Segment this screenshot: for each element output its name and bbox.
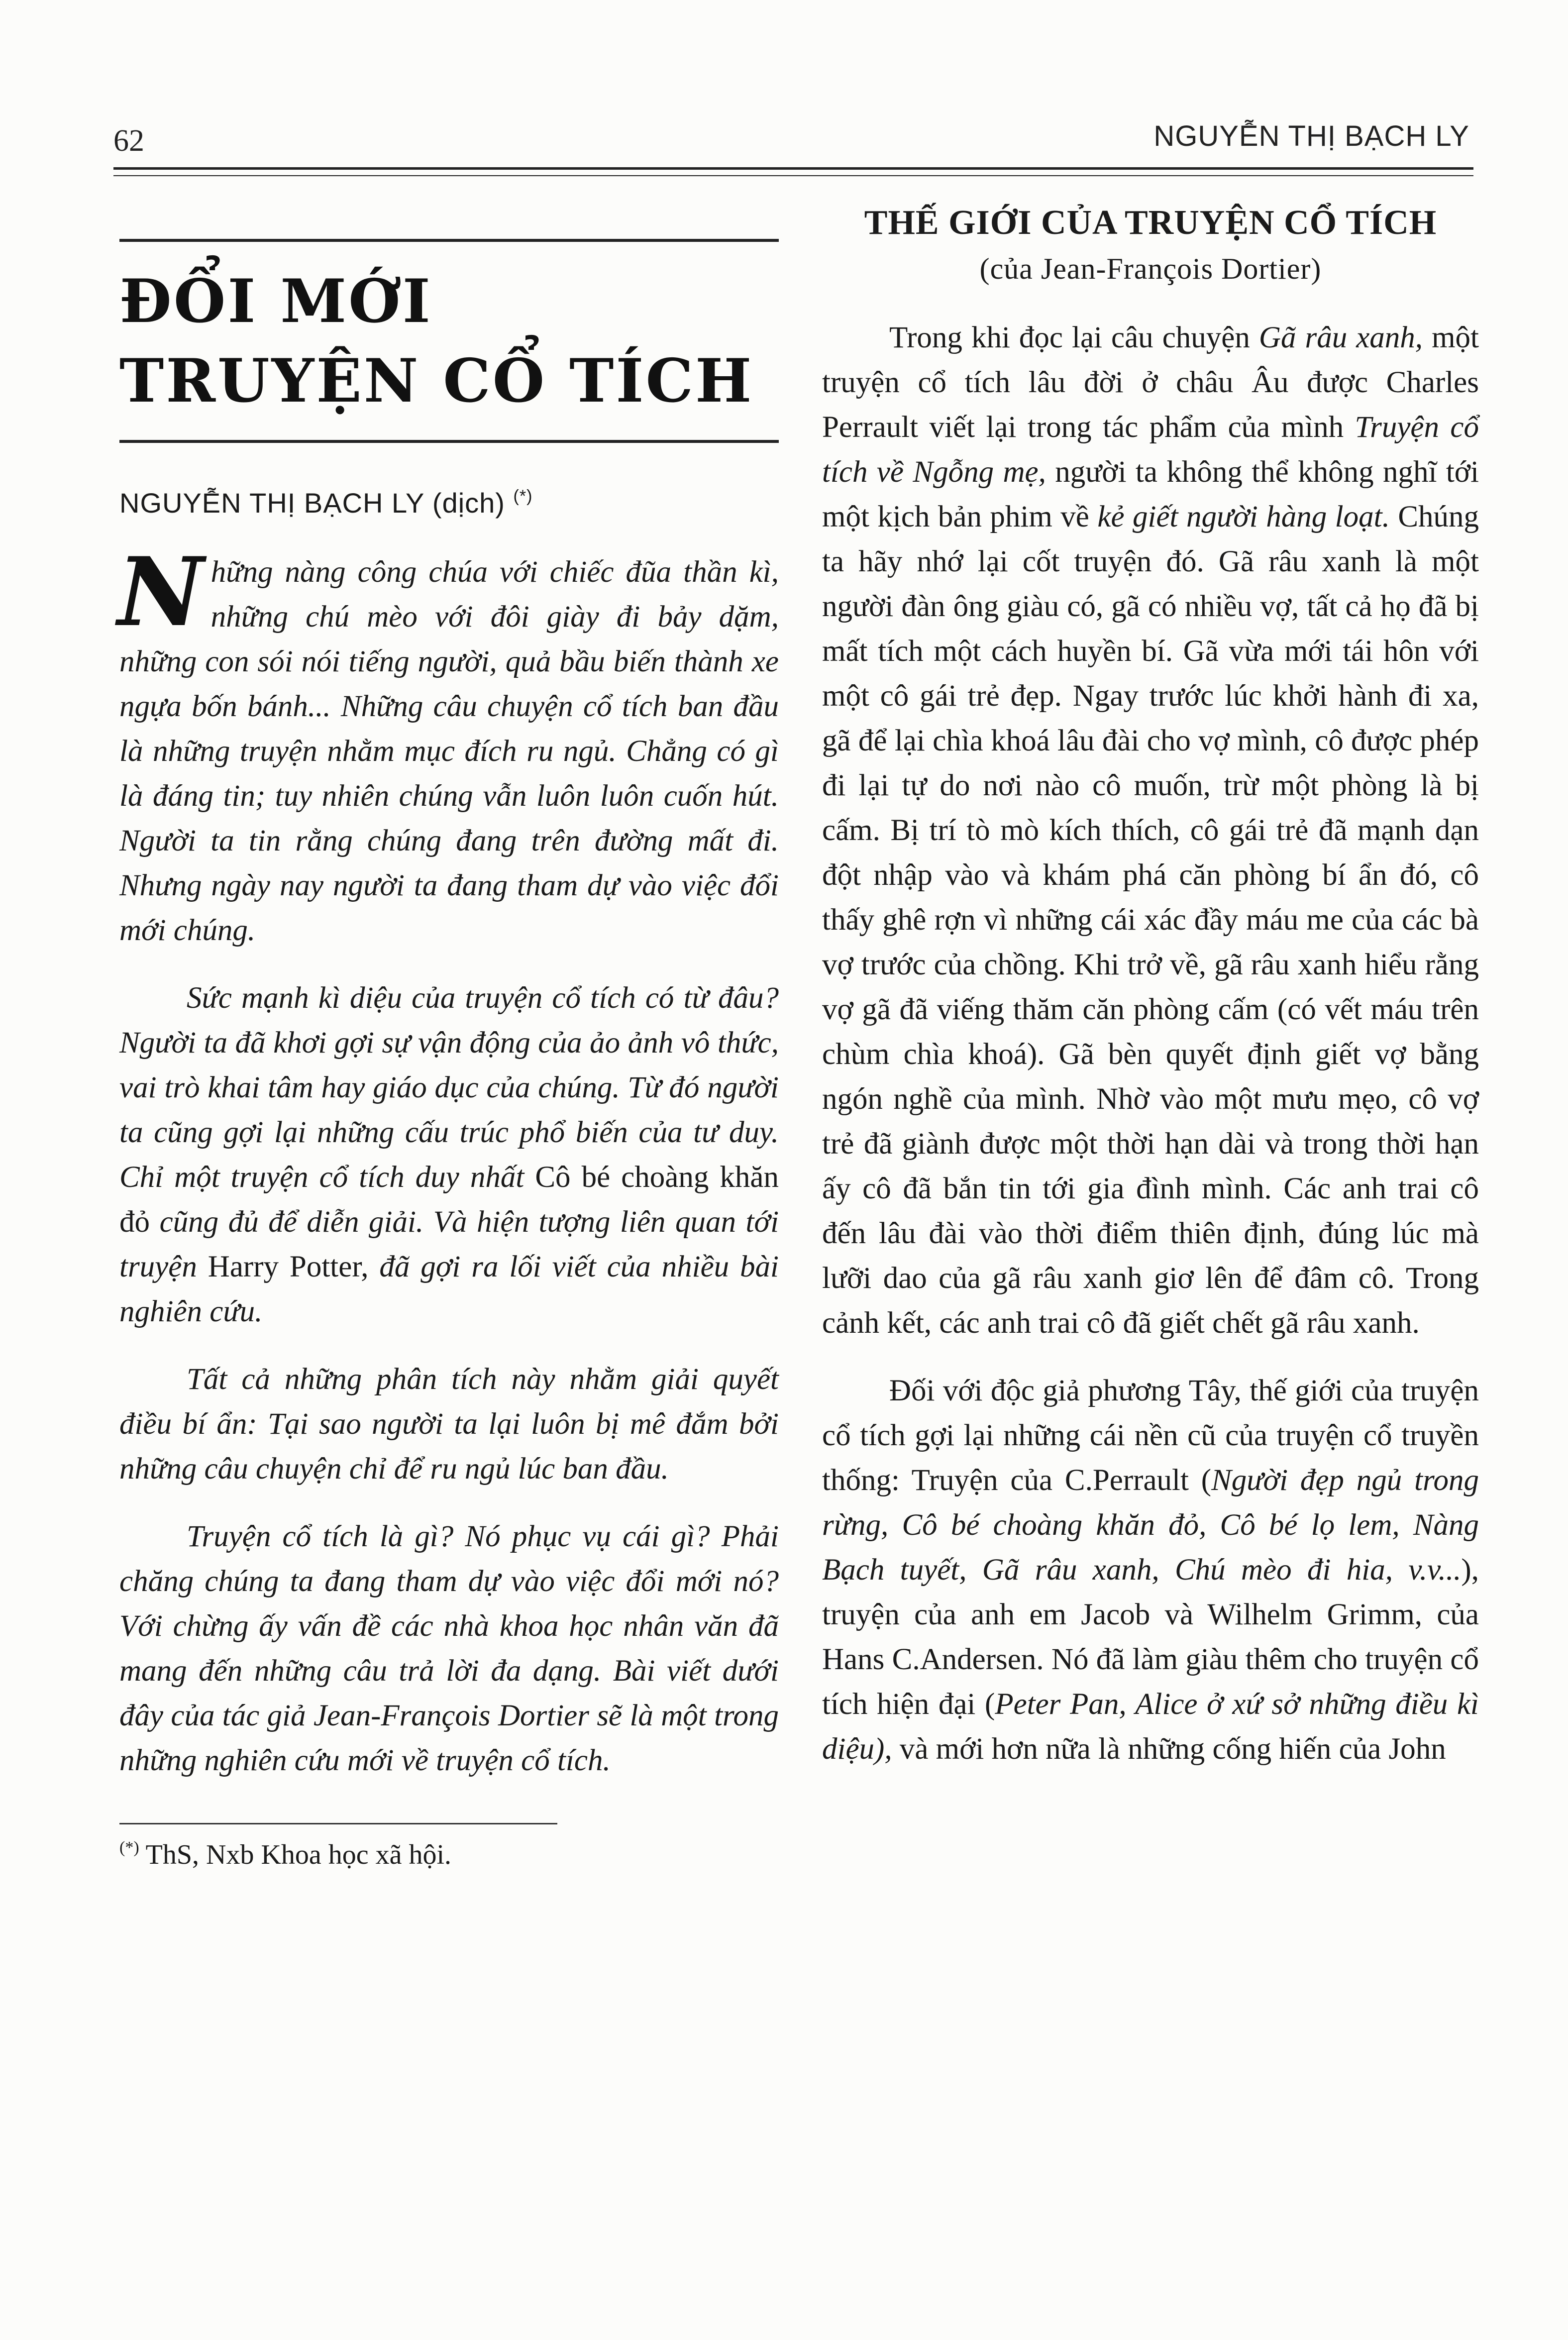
running-header: NGUYỄN THỊ BẠCH LY [1153, 120, 1469, 152]
article-title-line2: TRUYỆN CỔ TÍCH [119, 346, 754, 416]
title-rule-bottom [119, 440, 779, 443]
footnote-text: ThS, Nxb Khoa học xã hội. [145, 1839, 452, 1870]
drop-cap: N [117, 536, 204, 647]
section-title: THẾ GIỚI CỦA TRUYỆN CỔ TÍCH [864, 204, 1437, 242]
byline-footnote-mark: (*) [513, 487, 533, 506]
lead-paragraph-2: Sức mạnh kì diệu của truyện cổ tích có từ đâu? Người ta đã khơi gợi sự vận động của ảo ảnh vô thức, vai trò khai tâm hay giáo dục của chúng. Từ đó người ta cũng gợi lại những cấu trúc phổ biến của tư duy. Chỉ một truyện cổ tích duy nhất Cô bé choàng khăn đỏ cũng đủ để diễn giải. Và hiện tượng liên quan tới truyện Harry Potter, đã gợi ra lối viết của nhiều bài nghiên cứu. [119, 981, 779, 1328]
byline-text: NGUYỄN THỊ BẠCH LY (dịch) [119, 487, 505, 519]
header-rule [113, 167, 1473, 170]
page-number: 62 [113, 124, 144, 158]
lead-paragraph-4: Truyện cổ tích là gì? Nó phục vụ cái gì? Phải chăng chúng ta đang tham dự vào việc đổi mới nó? Với chừng ấy vấn đề các nhà khoa học nhân văn đã mang đến những câu trả lời đa dạng. Bài viết dưới đây của tác giả Jean-François Dortier sẽ là một trong những nghiên cứu mới về truyện cổ tích. [119, 1520, 779, 1777]
article-title [119, 262, 779, 421]
right-column [822, 199, 1479, 1795]
lead-section [117, 536, 779, 1783]
title-rule-top [119, 239, 779, 242]
left-column [119, 239, 779, 1871]
body-paragraph-2: Đối với độc giả phương Tây, thế giới của truyện cổ tích gợi lại những cái nền cũ của truyện cổ truyền thống: Truyện của C.Perrault (Người đẹp ngủ trong rừng, Cô bé choàng khăn đỏ, Cô bé lọ lem, Nàng Bạch tuyết, Gã râu xanh, Chú mèo đi hia, v.v...), truyện của anh em Jacob và Wilhelm Grimm, của Hans C.Andersen. Nó đã làm giàu thêm cho truyện cổ tích hiện đại (Peter Pan, Alice ở xứ sở những điều kì diệu), và mới hơn nữa là những cống hiến của John [822, 1374, 1479, 1766]
footnote-mark: (*) [119, 1838, 139, 1857]
header-rule-thin [113, 175, 1473, 176]
article-title-line1: ĐỔI MỚI [119, 266, 432, 336]
byline [119, 487, 779, 519]
body-paragraph-1: Trong khi đọc lại câu chuyện Gã râu xanh, một truyện cổ tích lâu đời ở châu Âu được Charles Perrault viết lại trong tác phẩm của mình Truyện cổ tích về Ngỗng mẹ, người ta không thể không nghĩ tới một kịch bản phim về kẻ giết người hàng loạt. Chúng ta hãy nhớ lại cốt truyện đó. Gã râu xanh là một người đàn ông giàu có, gã có nhiều vợ, tất cả họ đã bị mất tích một cách huyền bí. Gã vừa mới tái hôn với một cô gái trẻ đẹp. Ngay trước lúc khởi hành đi xa, gã để lại chìa khoá lâu đài cho vợ mình, cô được phép đi lại tự do nơi nào cô muốn, trừ một phòng là bị cấm. Bị trí tò mò kích thích, cô gái trẻ đã mạnh dạn đột nhập vào và khám phá căn phòng bí ẩn đó, cô thấy ghê rợn vì những cái xác đầy máu me của các bà vợ trước của chồng. Khi trở về, gã râu xanh hiểu rằng vợ gã đã viếng thăm căn phòng cấm (có vết máu trên chùm chìa khoá). Gã bèn quyết định giết vợ bằng ngón nghề của mình. Nhờ vào một mưu mẹo, cô vợ trẻ đã giành được một thời hạn dài và trong thời hạn ấy cô đã bắn tin tới gia đình mình. Các anh trai cô đến lâu đài vào thời điểm thiên định, đúng lúc mà lưỡi dao của gã râu xanh giơ lên để đâm cô. Trong cảnh kết, các anh trai cô đã giết chết gã râu xanh. [822, 321, 1479, 1340]
footnote-rule [119, 1823, 557, 1824]
section-subtitle: (của Jean-François Dortier) [979, 252, 1322, 285]
footnote [119, 1838, 779, 1871]
lead-paragraph-1: Những nàng công chúa với chiếc đũa thần kì, những chú mèo với đôi giày đi bảy dặm, những con sói nói tiếng người, quả bầu biến thành xe ngựa bốn bánh... Những câu chuyện cổ tích ban đầu là những truyện nhằm mục đích ru ngủ. Chẳng có gì là đáng tin; tuy nhiên chúng vẫn luôn luôn cuốn hút. Người ta tin rằng chúng đang trên đường mất đi. Nhưng ngày nay người ta đang tham dự vào việc đổi mới chúng. [117, 536, 779, 947]
lead-paragraph-3: Tất cả những phân tích này nhằm giải quyết điều bí ẩn: Tại sao người ta lại luôn bị mê đắm bởi những câu chuyện chỉ để ru ngủ lúc ban đầu. [119, 1363, 779, 1486]
